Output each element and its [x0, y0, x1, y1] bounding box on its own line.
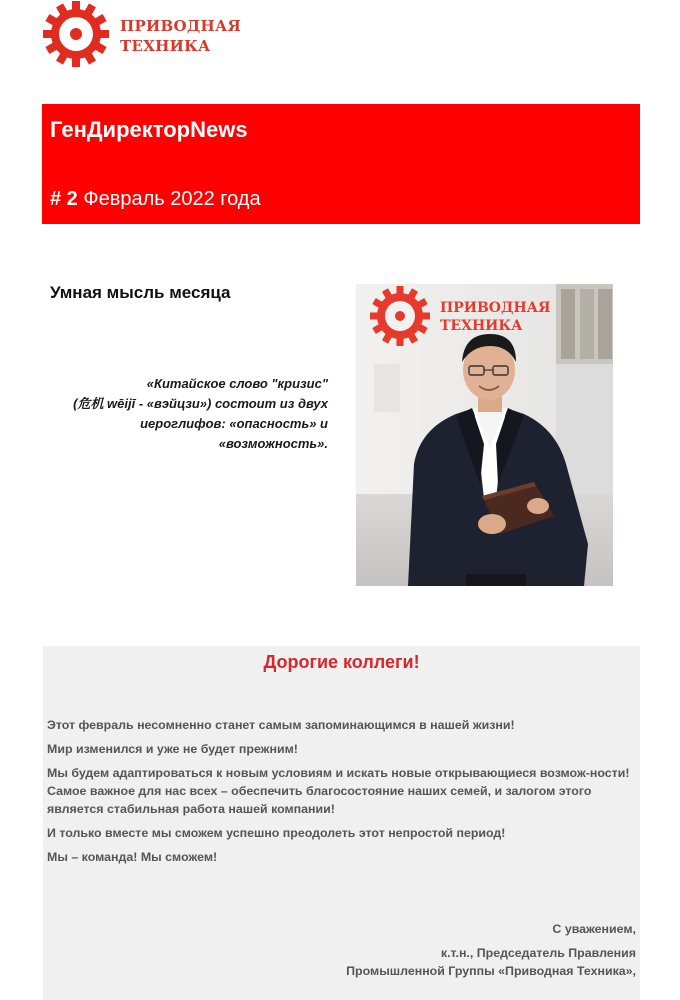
signature-company: Промышленной Группы «Приводная Техника»,: [346, 964, 636, 978]
logo-line-1: ПРИВОДНАЯ: [120, 17, 242, 35]
issue-line: [50, 188, 261, 211]
newsletter-title: ГенДиректорNews: [50, 117, 248, 142]
director-photo-image: [356, 284, 613, 586]
letter-paragraph: Мы будем адаптироваться к новым условиям и искать новые открывающиеся возмож-ности!: [47, 766, 630, 780]
letter-paragraph: Самое важное для нас всех – обеспечить благосостояние наших семей, и залогом этого является стабильная работа нашей компании!: [47, 784, 592, 816]
letter-paragraph: Мы – команда! Мы сможем!: [47, 850, 218, 864]
quote-line: «возможность».: [218, 436, 328, 451]
gear-logo-icon: [42, 0, 110, 68]
director-photo: [356, 284, 613, 586]
letter-paragraph: И только вместе мы сможем успешно преодолеть этот непростой период!: [47, 826, 506, 840]
letter-paragraph: Мир изменился и уже не будет прежним!: [47, 742, 298, 756]
company-logo: [42, 0, 242, 70]
logo-wordmark: [120, 16, 241, 56]
signature-regards: С уважением,: [552, 922, 636, 936]
sign-line-1: ПРИВОДНАЯ: [440, 300, 551, 316]
letter-paragraph: Этот февраль несомненно станет самым запоминающимся в нашей жизни!: [47, 718, 515, 732]
sign-line-2: ТЕХНИКА: [440, 318, 523, 334]
signature-block: [346, 944, 636, 980]
quote-line: иероглифов: «опасность» и: [140, 416, 328, 431]
quote-line: «Китайское слово "кризис": [146, 376, 328, 391]
thought-heading: Умная мысль месяца: [50, 283, 231, 302]
signature-title: к.т.н., Председатель Правления: [440, 946, 636, 960]
letter-body: [47, 716, 632, 872]
issue-number: # 2: [50, 188, 78, 210]
quote-line: (危机 wēijī - «вэйцзи») состоит из двух: [73, 396, 328, 411]
letter-greeting: Дорогие коллеги!: [263, 652, 420, 672]
quote-block: [60, 374, 328, 454]
letter-section: [43, 646, 640, 1000]
newsletter-banner: [42, 104, 640, 224]
logo-line-2: ТЕХНИКА: [120, 37, 211, 55]
issue-date: Февраль 2022 года: [83, 188, 261, 210]
